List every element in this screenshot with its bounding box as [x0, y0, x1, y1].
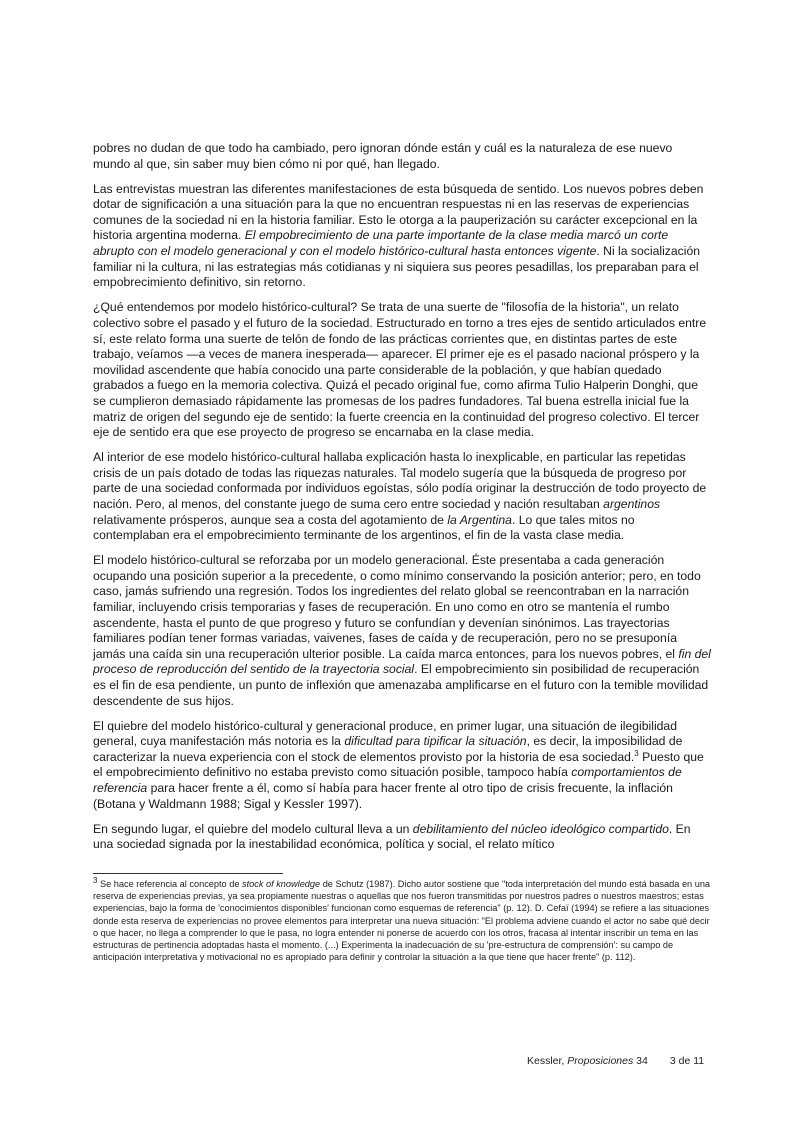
footnote-text — [93, 875, 711, 963]
text-run: Al interior de ese modelo histórico-cultural hallaba explicación hasta lo inexplicable, en particular las repetidas crisis de un país dotado de todas las riquezas naturales. Tal modelo sugería que la búsqueda de progreso por parte de una sociedad conformada por individuos egoístas, sólo podía originar la destrucción de todo proyecto de nación. Pero, al menos, del constante juego de suma cero entre sociedad y nación resultaban — [93, 450, 707, 511]
paragraph — [93, 822, 711, 853]
paragraph — [93, 182, 711, 291]
emphasis-text: fin del proceso de reproducción del sentido de la trayectoria social — [93, 646, 711, 677]
emphasis-text: debilitamiento del núcleo ideológico compartido — [412, 821, 669, 836]
paragraph — [93, 553, 711, 709]
text-run: , es decir, la imposibilidad de caracterizar la nueva experiencia con el stock de elementos provisto por la historia de esa sociedad. — [93, 734, 683, 764]
text-run: relativamente prósperos, aunque sea a costa del agotamiento de — [93, 512, 448, 527]
page-number: 3 de 11 — [669, 1055, 705, 1067]
footnote-reference: 3 — [93, 875, 98, 885]
text-run: En segundo lugar, el quiebre del modelo cultural lleva a un — [93, 821, 413, 836]
paragraph — [93, 141, 711, 172]
page-footer — [527, 1055, 717, 1068]
text-run: ¿Qué entendemos por modelo histórico-cultural? Se trata de una suerte de "filosofía de la historia", un relato colectivo sobre el pasado y el futuro de la sociedad. Estructurado en torno a tres ejes de sentido articulados entre sí, este relato forma una suerte de telón de fondo de las prácticas corrientes que, en distintas partes de este trabajo, veíamos —a veces de manera inesperada— aparecer. El primer eje es el pasado nacional próspero y la movilidad ascendente que había conocido una parte considerable de la población, y que habían quedado grabados a fuego en la memoria colectiva. Quizá el pecado original fue, como afirma Tulio Halperin Donghi, que se cumplieron demasiado rápidamente las promesas de los padres fundadores. Tal buena estrella inicial fue la matriz de origen del segundo eje de sentido: la fuerte creencia en la continuidad del progreso colectivo. El tercer eje de sentido era que ese proyecto de progreso se encarnaba en la clase media. — [93, 300, 707, 440]
paragraph — [93, 719, 711, 813]
text-run: Las entrevistas muestran las diferentes manifestaciones de esta búsqueda de sentido. Los nuevos pobres deben dotar de significación a una situación para la que no encuentran respuestas ni en las reservas de experiencias comunes de la sociedad ni en la historia familiar. Esto le otorga a la pauperización su carácter excepcional en la historia argentina moderna. — [93, 181, 704, 243]
text-run: . Lo que tales mitos no contemplaban era el empobrecimiento terminante de los argentinos, el fin de la vasta clase media. — [93, 512, 635, 543]
emphasis-text: stock of knowledge — [242, 879, 321, 889]
text-run: pobres no dudan de que todo ha cambiado, pero ignoran dónde están y cuál es la naturaleza de ese nuevo mundo al que, sin saber muy bien cómo ni por qué, han llegado. — [93, 141, 673, 171]
footnote — [93, 875, 711, 963]
emphasis-text: dificultad para tipificar la situación — [344, 734, 527, 749]
text-run: El quiebre del modelo histórico-cultural y generacional produce, en primer lugar, una situación de ilegibilidad general, cuya manifestación más notoria es la — [93, 718, 677, 749]
text-run: Puesto que el empobrecimiento definitivo no estaba previsto como situación posible, tampoco había — [93, 749, 704, 780]
text-run: . Ni la socialización familiar ni la cultura, ni las estrategias más cotidianas y ni siquiera sus peores pesadillas, los preparaban para el empobrecimiento definitivo, sin retorno. — [93, 244, 701, 290]
footnote-reference: 3 — [634, 748, 639, 758]
body-text — [93, 141, 711, 862]
text-run: . En una sociedad signada por la inestabilidad económica, política y social, el relato mítico — [93, 821, 691, 852]
text-run: El modelo histórico-cultural se reforzaba por un modelo generacional. Éste presentaba a cada generación ocupando una posición superior a la precedente, o como mínimo conservando la posición anterior; pero, en todo caso, jamás sufriendo una regresión. Todos los ingredientes del relato global se reencontraban en la narración familiar, incluyendo crisis temporarias y fases de recuperación. En uno como en otro se mantenía el rumbo ascendente, hasta el punto de que progreso y futuro se confundían y devenían sinónimos. Las trayectorias familiares podían tener formas variadas, vaivenes, fases de caída y de recuperación, pero no se presuponía jamás una caída sin una recuperación ulterior posible. La caída marca entonces, para los nuevos pobres, el — [93, 553, 701, 661]
emphasis-text: argentinos — [603, 496, 661, 511]
text-run: de Schutz (1987). Dicho autor sostiene que "toda interpretación del mundo está basada en una reserva de experiencias previas, ya sea propiamente nuestras o aquellas que nos fueron transmitidas por nuestros padres o nuestros maestros; estas experiencias, bajo la forma de 'conocimientos disponibles' funcionan como esquemas de referencia" (p. 12). D. Cefaï (1994) se refiere a las situaciones donde esta reserva de experiencias no provee elementos para interpretar una nueva situación: "El problema adviene cuando el actor no sabe qué decir o que hacer, no llega a comprender lo que le pasa, no logra entender ni ponerse de acuerdo con los otros, fracasa al intentar inscribir un tema en las estructuras de pertinencia adoptadas hasta el momento. (...) Experimenta la inadecuación de su 'pre-estructura de comprensión': su campo de anticipación interpretativa y motivacional no es apropiado para definir y controlar la situación a la que tiene que hacer frente" (p. 112). — [93, 879, 711, 963]
emphasis-text: El empobrecimiento de una parte importante de la clase media marcó un corte abrupto con el modelo generacional y con el modelo histórico-cultural hasta entonces vigente — [93, 228, 669, 259]
emphasis-text: comportamientos de referencia — [93, 765, 682, 796]
footer-author: Kessler, — [527, 1055, 568, 1067]
paragraph — [93, 300, 711, 440]
paragraph — [93, 450, 711, 544]
footer-journal: Proposiciones — [567, 1055, 634, 1067]
footer-issue: 34 — [633, 1055, 648, 1067]
text-run: para hacer frente a él, como sí había para hacer frente al otro tipo de crisis frecuente, la inflación (Botana y Waldmann 1988; Sigal y Kessler 1997). — [93, 781, 673, 811]
text-run: . El empobrecimiento sin posibilidad de recuperación es el fin de esa pendiente, un punto de inflexión que amenazaba amplificarse en el futuro con la temible movilidad descendente de sus hijos. — [93, 662, 709, 708]
footnote-separator — [93, 873, 283, 874]
emphasis-text: la Argentina — [447, 512, 512, 527]
text-run: Se hace referencia al concepto de — [97, 879, 242, 889]
